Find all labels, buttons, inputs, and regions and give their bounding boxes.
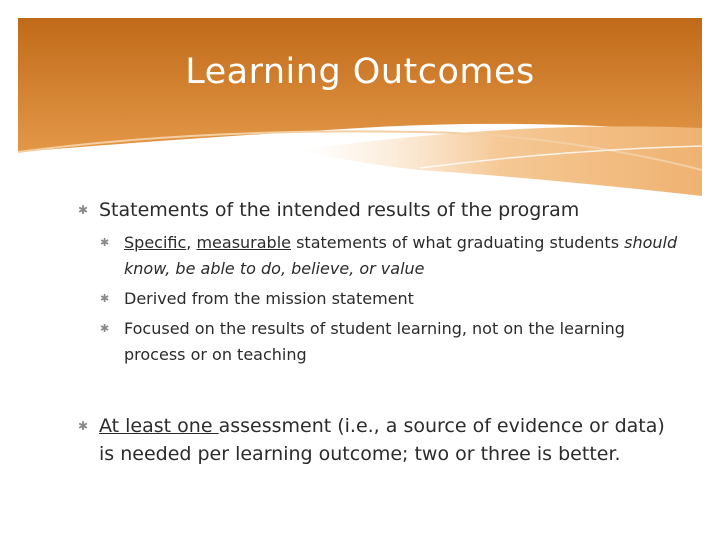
asterisk-icon: ✱ <box>78 419 89 433</box>
bullet-list <box>78 196 678 468</box>
asterisk-icon: ✱ <box>100 292 110 305</box>
sub-bullet-text: statements of what graduating students <box>291 233 625 252</box>
asterisk-icon: ✱ <box>100 236 110 249</box>
bullet-item <box>78 196 678 224</box>
slide-title: Learning Outcomes <box>185 52 535 92</box>
underlined-phrase: At least one <box>99 415 219 437</box>
sub-bullet-text: Focused on the results of student learning, not on the learning process or on teaching <box>124 319 625 364</box>
bullet-text: assessment (i.e., a source of evidence or data) is needed per learning outcome; two or three is better. <box>99 415 665 465</box>
asterisk-icon: ✱ <box>78 203 89 217</box>
italic-text: should know, be able to do, believe, or value <box>124 233 678 278</box>
sub-bullet-text: , <box>186 233 197 252</box>
bullet-item <box>78 412 678 468</box>
header-banner <box>0 0 720 200</box>
underlined-word: measurable <box>196 233 291 252</box>
sub-bullet-item <box>100 230 678 282</box>
asterisk-icon: ✱ <box>100 322 110 335</box>
bullet-text: Statements of the intended results of the program <box>99 199 580 221</box>
sub-bullet-item <box>100 286 678 312</box>
sub-bullet-item <box>100 316 678 368</box>
sub-bullet-text: Derived from the mission statement <box>124 289 414 308</box>
underlined-word: Specific <box>124 233 187 252</box>
